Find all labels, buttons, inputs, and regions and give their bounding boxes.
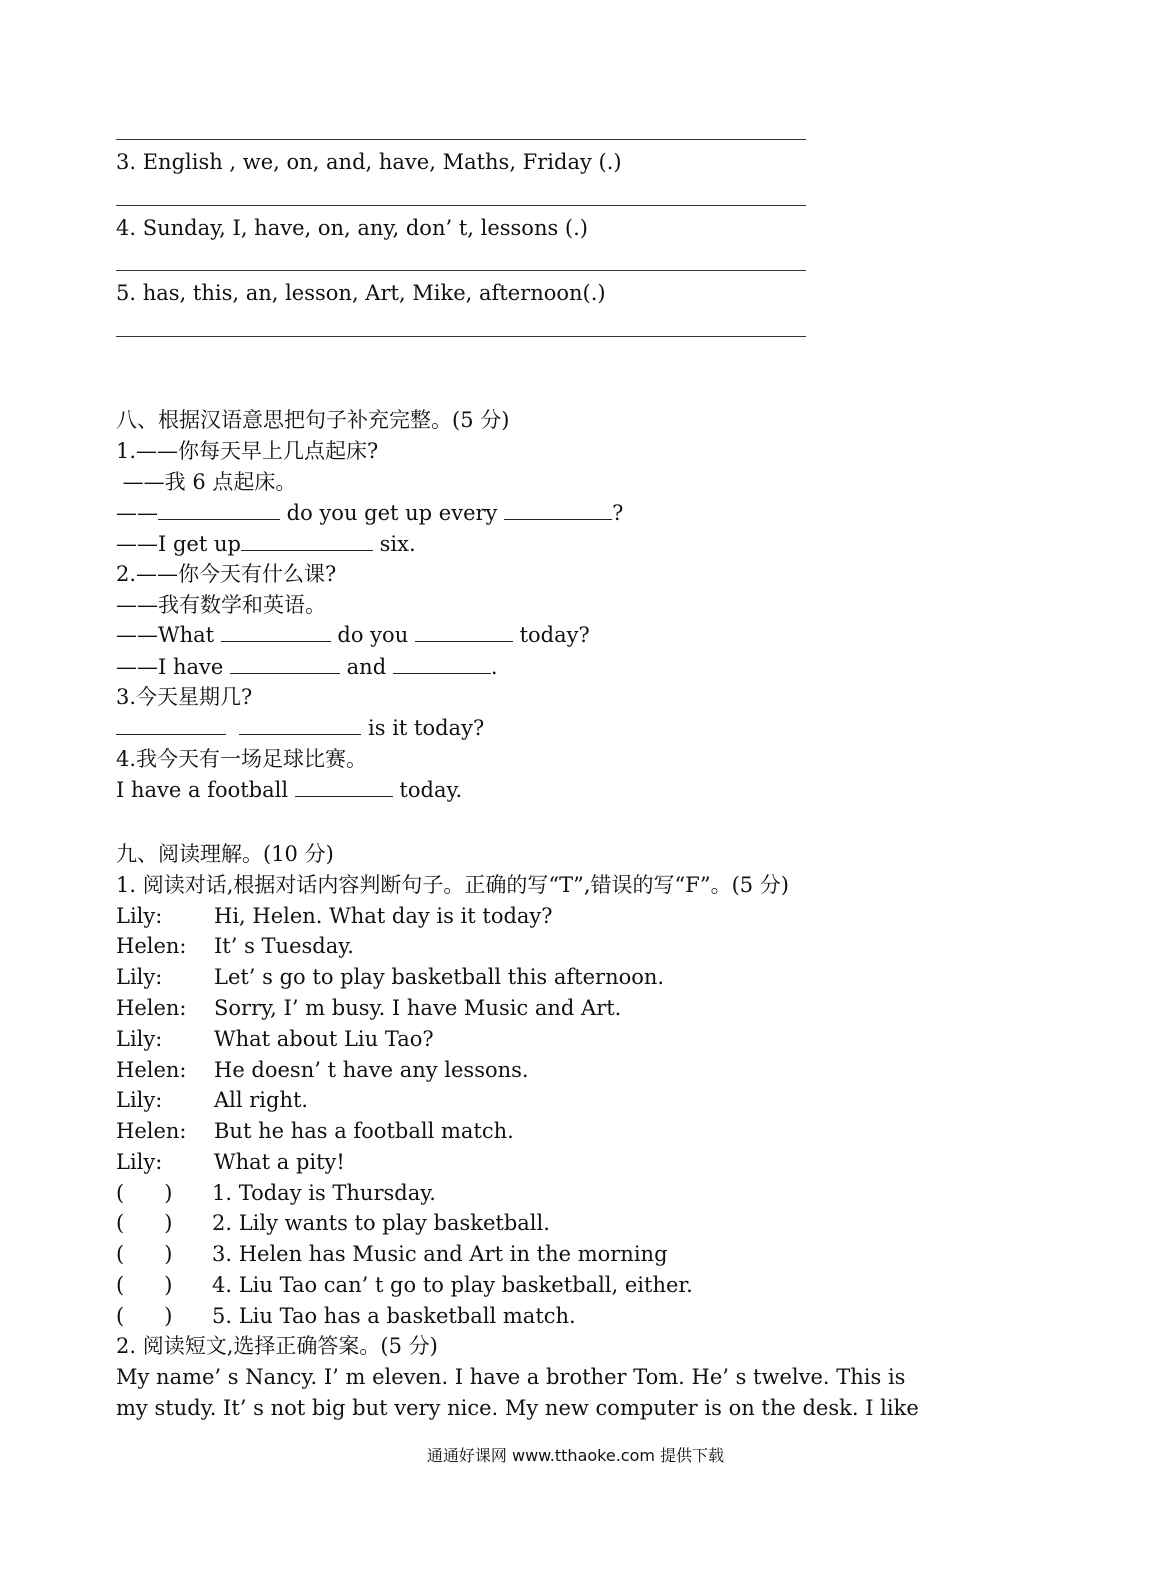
text: —— (116, 501, 158, 525)
text: today? (512, 623, 590, 647)
dialogue-line (116, 1117, 514, 1145)
blank (415, 623, 513, 642)
q2-chinese-answer: ——我有数学和英语。 (116, 593, 326, 617)
blank (239, 716, 361, 735)
section-8-title: 八、根据汉语意思把句子补充完整。(5 分) (116, 408, 510, 432)
text: do you (330, 623, 415, 647)
answer-paren: ( ) (116, 1304, 173, 1328)
utterance: He doesn’ t have any lessons. (214, 1058, 529, 1082)
statement: 5. Liu Tao has a basketball match. (212, 1304, 576, 1328)
reorder-item-5: 5. has, this, an, lesson, Art, Mike, afternoon(.) (116, 281, 606, 305)
q3-chinese-question: 3.今天星期几? (116, 685, 253, 709)
utterance: What about Liu Tao? (214, 1027, 434, 1051)
utterance: It’ s Tuesday. (214, 934, 354, 958)
blank (393, 655, 491, 674)
text: and (339, 655, 393, 679)
blank (241, 532, 373, 551)
speaker: Lily: (116, 904, 163, 928)
part-2-instructions: 2. 阅读短文,选择正确答案。(5 分) (116, 1334, 438, 1358)
reorder-item-4: 4. Sunday, I, have, on, any, don’ t, lessons (.) (116, 216, 588, 240)
answer-line (116, 139, 806, 140)
utterance: What a pity! (214, 1150, 345, 1174)
text: ——I have (116, 655, 230, 679)
statement: 4. Liu Tao can’ t go to play basketball, either. (212, 1273, 693, 1297)
reorder-item-3: 3. English , we, on, and, have, Maths, Friday (.) (116, 150, 622, 174)
statement: 3. Helen has Music and Art in the morning (212, 1242, 668, 1266)
blank (504, 501, 612, 520)
text: I have a football (116, 778, 295, 802)
dialogue-line (116, 1056, 529, 1084)
dialogue-line (116, 932, 354, 960)
blank (295, 778, 393, 797)
dialogue-line (116, 1086, 308, 1114)
dialogue-line (116, 1148, 345, 1176)
statement-row (116, 1240, 668, 1268)
answer-paren: ( ) (116, 1273, 173, 1297)
q1-chinese-answer: ——我 6 点起床。 (116, 470, 297, 494)
speaker: Lily: (116, 1027, 163, 1051)
text: is it today? (361, 716, 485, 740)
speaker: Lily: (116, 965, 163, 989)
text: ? (612, 501, 624, 525)
page-footer: 通通好课网 www.tthaoke.com 提供下载 (426, 1446, 725, 1465)
statement: 1. Today is Thursday. (212, 1181, 436, 1205)
answer-line (116, 205, 806, 206)
utterance: Sorry, I’ m busy. I have Music and Art. (214, 996, 622, 1020)
blank (158, 501, 280, 520)
speaker: Helen: (116, 934, 187, 958)
q4-chinese-sentence: 4.我今天有一场足球比赛。 (116, 747, 368, 771)
speaker: Lily: (116, 1150, 163, 1174)
answer-line (116, 336, 806, 337)
utterance: But he has a football match. (214, 1119, 514, 1143)
q3-english-question (116, 714, 484, 742)
q1-english-answer (116, 530, 416, 558)
text: six. (372, 532, 416, 556)
dialogue-line (116, 963, 664, 991)
blank (221, 623, 331, 642)
part-1-instructions: 1. 阅读对话,根据对话内容判断句子。正确的写“T”,错误的写“F”。(5 分) (116, 873, 790, 897)
dialogue-line (116, 902, 553, 930)
speaker: Helen: (116, 1119, 187, 1143)
q1-chinese-question: 1.——你每天早上几点起床? (116, 439, 379, 463)
text: ——I get up (116, 532, 241, 556)
dialogue-line (116, 1025, 434, 1053)
dialogue-line (116, 994, 621, 1022)
utterance: All right. (214, 1088, 309, 1112)
utterance: Hi, Helen. What day is it today? (214, 904, 553, 928)
statement-row (116, 1179, 436, 1207)
q1-english-question (116, 499, 623, 527)
blank (230, 655, 340, 674)
blank (116, 716, 226, 735)
statement-row (116, 1209, 550, 1237)
section-9-title: 九、阅读理解。(10 分) (116, 842, 334, 866)
passage-line: my study. It’ s not big but very nice. My new computer is on the desk. I like (116, 1396, 919, 1420)
utterance: Let’ s go to play basketball this afternoon. (214, 965, 665, 989)
speaker: Helen: (116, 1058, 187, 1082)
speaker: Helen: (116, 996, 187, 1020)
speaker: Lily: (116, 1088, 163, 1112)
statement-row (116, 1271, 693, 1299)
answer-paren: ( ) (116, 1242, 173, 1266)
spacer (226, 716, 239, 740)
passage-line: My name’ s Nancy. I’ m eleven. I have a brother Tom. He’ s twelve. This is (116, 1365, 906, 1389)
answer-paren: ( ) (116, 1211, 173, 1235)
q4-english-sentence (116, 776, 462, 804)
statement-row (116, 1302, 576, 1330)
text: today. (392, 778, 463, 802)
answer-paren: ( ) (116, 1181, 173, 1205)
text: . (490, 655, 498, 679)
q2-english-question (116, 621, 590, 649)
answer-line (116, 270, 806, 271)
q2-english-answer (116, 653, 498, 681)
q2-chinese-question: 2.——你今天有什么课? (116, 562, 337, 586)
statement: 2. Lily wants to play basketball. (212, 1211, 550, 1235)
text: ——What (116, 623, 221, 647)
text: do you get up every (280, 501, 505, 525)
